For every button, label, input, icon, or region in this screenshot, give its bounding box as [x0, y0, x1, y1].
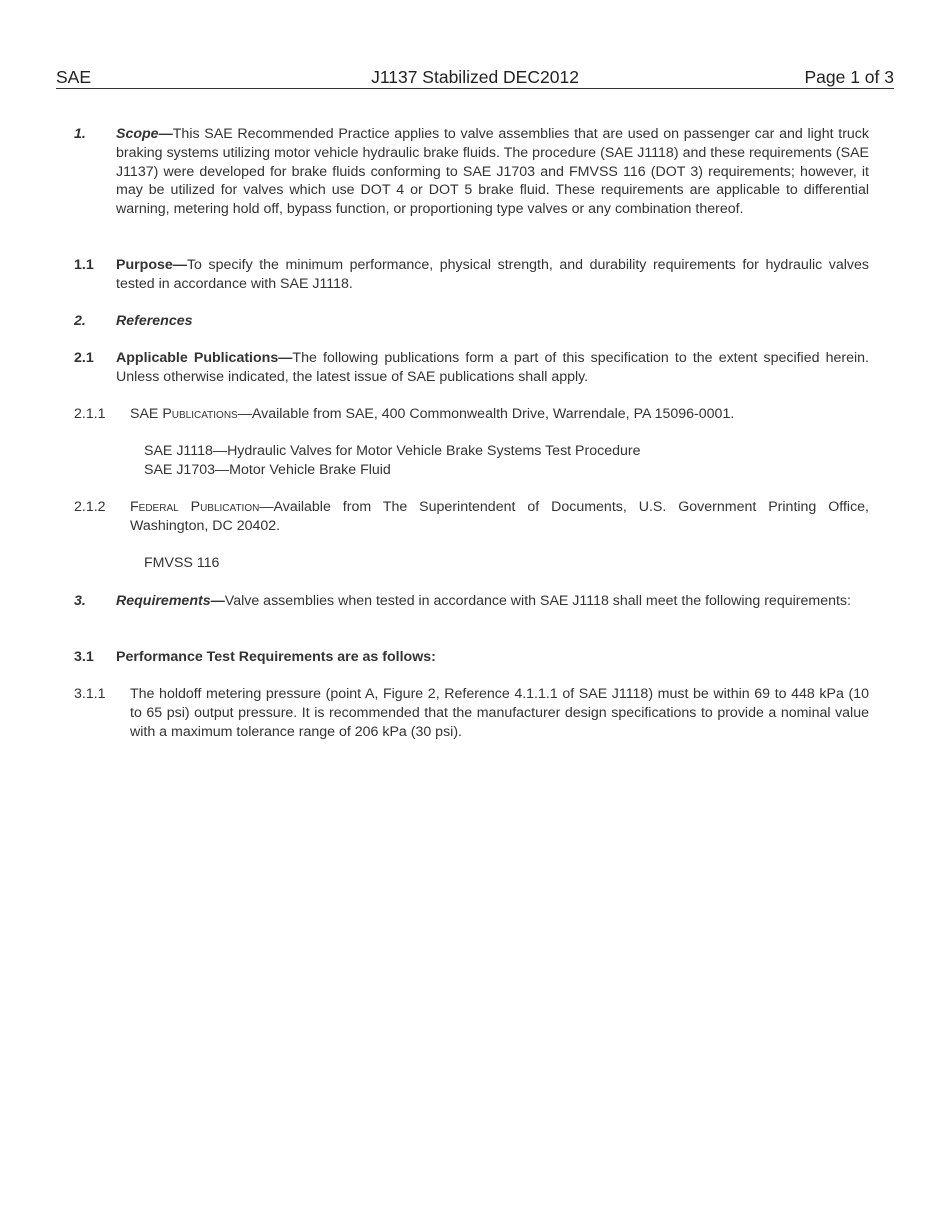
header-page-number: Page 1 of 3	[804, 67, 894, 87]
section-text: —Available from SAE, 400 Commonwealth Drive, Warrendale, PA 15096-0001.	[237, 406, 735, 422]
section-3-requirements	[74, 592, 869, 611]
section-2-1-2-federal-publication	[74, 498, 869, 536]
section-body	[130, 405, 869, 424]
section-text: Valve assemblies when tested in accordance with SAE J1118 shall meet the following requirements:	[224, 593, 851, 609]
section-2-references	[74, 312, 869, 331]
section-body	[116, 125, 869, 219]
section-number: 1.1	[74, 257, 94, 273]
section-body	[116, 312, 869, 331]
section-title: Scope—	[116, 126, 173, 142]
section-title: Purpose—	[116, 257, 187, 273]
section-body	[116, 349, 869, 387]
section-body	[116, 256, 869, 294]
header-org: SAE	[56, 67, 92, 87]
section-3-1-performance-test-requirements	[74, 648, 869, 667]
section-body	[130, 498, 869, 536]
page-header	[56, 66, 894, 89]
section-number: 2.1.2	[74, 499, 106, 515]
section-1-scope	[74, 125, 869, 219]
section-text: The holdoff metering pressure (point A, Figure 2, Reference 4.1.1.1 of SAE J1118) must be within 69 to 448 kPa (10 to 65 psi) output pressure. It is recommended that the manufacturer design specifications to provide a nominal value with a maximum tolerance range of 206 kPa (30 psi).	[130, 686, 869, 740]
section-2-1-1-sae-publications	[74, 405, 869, 424]
section-number: 3.1	[74, 649, 94, 665]
section-number: 3.	[74, 593, 86, 609]
section-number: 1.	[74, 126, 86, 142]
list-item: SAE J1118—Hydraulic Valves for Motor Vehicle Brake Systems Test Procedure	[144, 443, 641, 459]
section-text: The following publications form a part of this specification to the extent specified herein. Unless otherwise indicated, the latest issue of SAE publications shall apply.	[116, 350, 869, 385]
section-body	[116, 592, 869, 611]
section-number: 2.	[74, 313, 86, 329]
section-title: Requirements—	[116, 593, 225, 609]
section-1-1-purpose	[74, 256, 869, 294]
section-text: To specify the minimum performance, physical strength, and durability requirements for hydraulic valves tested in accordance with SAE J1118.	[116, 257, 869, 292]
section-number: 2.1	[74, 350, 94, 366]
section-number: 3.1.1	[74, 686, 106, 702]
federal-publications-list	[144, 554, 219, 573]
sae-publications-list	[144, 442, 641, 480]
section-body	[116, 648, 869, 667]
section-title: References	[116, 313, 193, 329]
list-item: FMVSS 116	[144, 555, 220, 571]
section-title: SAE Publications	[130, 406, 238, 422]
section-number: 2.1.1	[74, 406, 106, 422]
header-document-id: J1137 Stabilized DEC2012	[371, 67, 579, 87]
section-title: Performance Test Requirements are as follows:	[116, 649, 436, 665]
section-title: Federal Publication	[130, 499, 260, 515]
list-item: SAE J1703—Motor Vehicle Brake Fluid	[144, 461, 391, 478]
section-3-1-1-holdoff-metering-pressure	[74, 685, 869, 741]
section-body	[130, 685, 869, 741]
section-2-1-applicable-publications	[74, 349, 869, 387]
section-title: Applicable Publications—	[116, 350, 293, 366]
section-text: —Available from The Superintendent of Documents, U.S. Government Printing Office, Washington, DC 20402.	[130, 499, 869, 534]
section-text: This SAE Recommended Practice applies to valve assemblies that are used on passenger car and light truck braking systems utilizing motor vehicle hydraulic brake fluids. The procedure (SAE J1118) and these requirements (SAE J1137) were developed for brake fluids conforming to SAE J1703 and FMVSS 116 (DOT 3) requirements; however, it may be utilized for valves which use DOT 4 or DOT 5 brake fluid. These requirements are applicable to differential warning, metering hold off, bypass function, or proportioning type valves or any combination thereof.	[116, 126, 869, 218]
